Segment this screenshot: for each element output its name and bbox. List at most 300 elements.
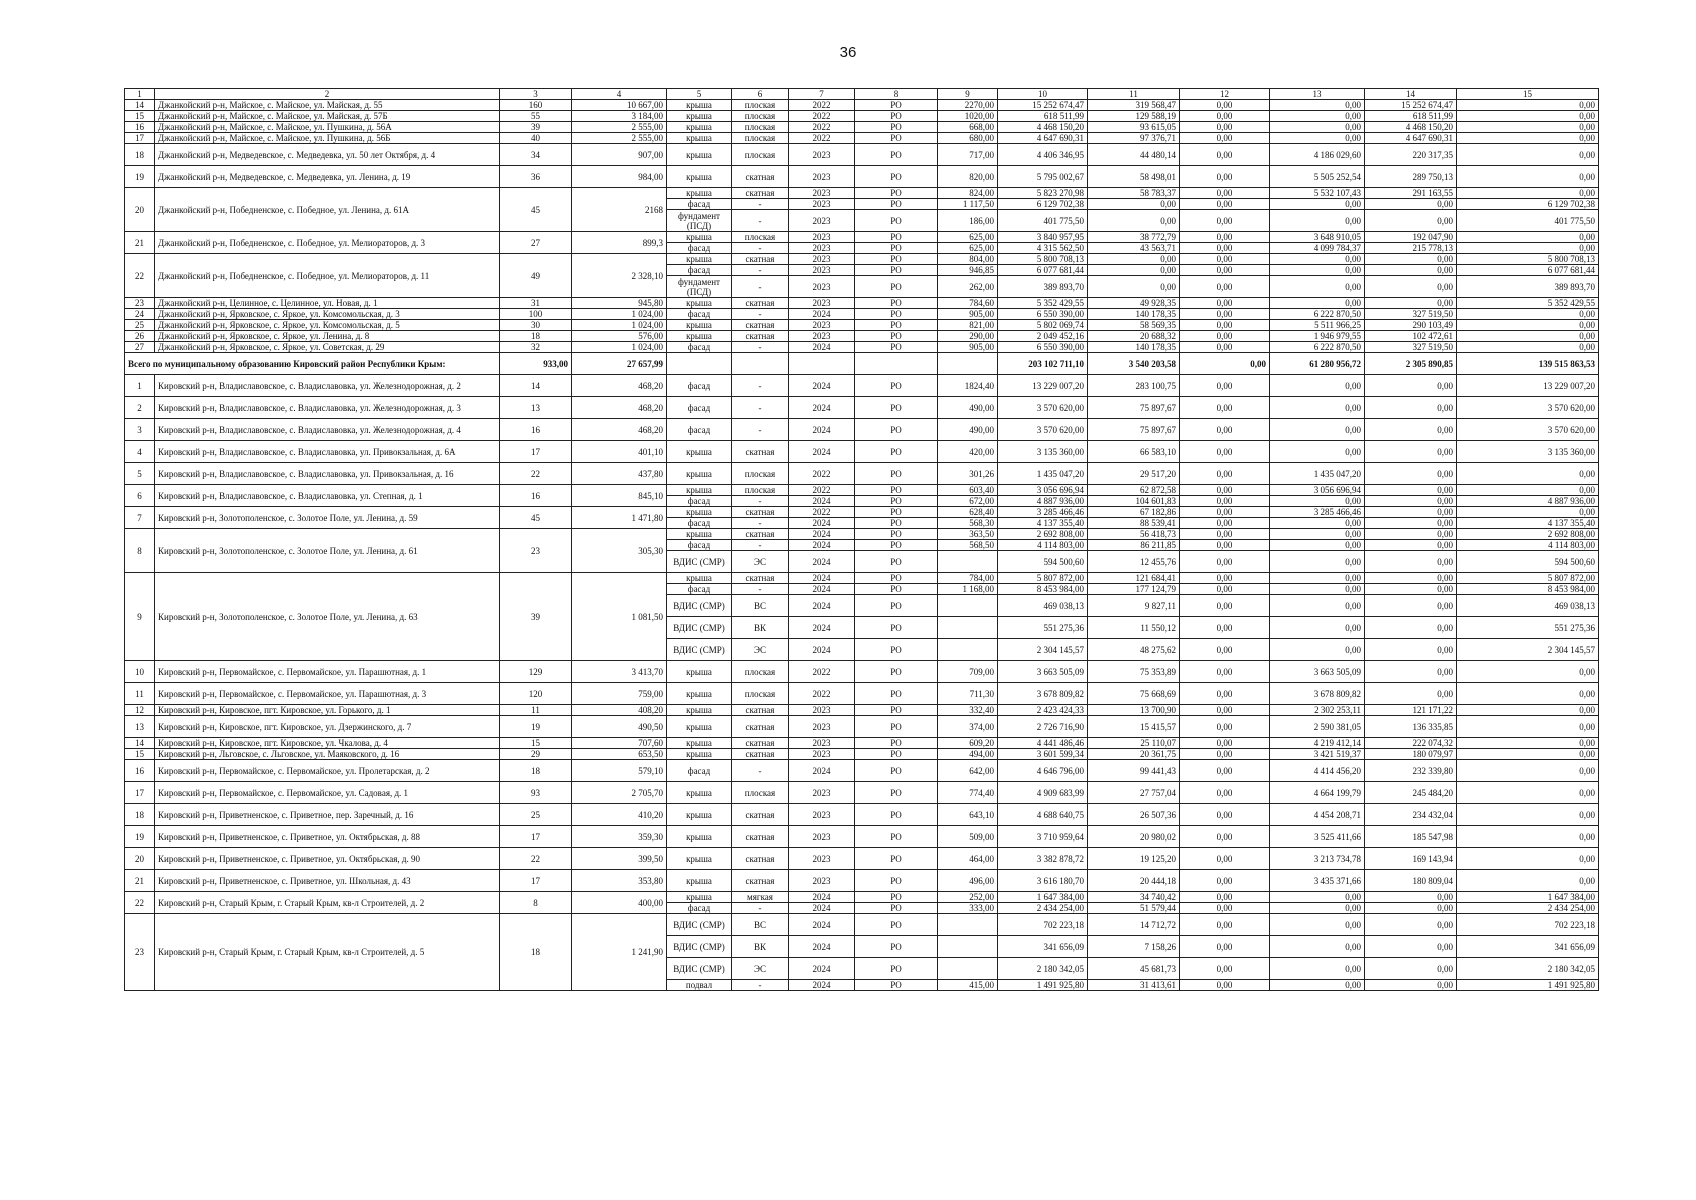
column-header: 10 [998,89,1088,100]
address-cell: Джанкойский р-н, Медведевское, с. Медведевка, ул. Ленина, д. 19 [155,166,500,188]
table-cell: 2 304 145,57 [1457,639,1599,661]
table-cell: 0,00 [1180,980,1270,991]
address-cell: Кировский р-н, Первомайское, с. Первомайское, ул. Садовая, д. 1 [155,782,500,804]
table-cell: 38 772,79 [1088,232,1180,243]
table-cell: РО [855,958,938,980]
table-cell: 36 [500,166,572,188]
table-cell: РО [855,892,938,903]
table-cell: 2024 [789,375,855,397]
table-cell: 401 775,50 [998,210,1088,232]
table-cell: 399,50 [572,848,667,870]
table-cell: 0,00 [1180,529,1270,540]
table-cell: крыша [667,485,732,496]
table-cell: 203 102 711,10 [998,353,1088,375]
table-cell: 23 [125,298,155,309]
table-cell: 707,60 [572,738,667,749]
header-row [125,89,1599,100]
table-cell: ЭС [732,551,789,573]
table-cell: 2024 [789,419,855,441]
table-cell: 0,00 [1180,188,1270,199]
address-cell: Джанкойский р-н, Победненское, с. Победное, ул. Мелиораторов, д. 11 [155,254,500,298]
table-cell: 0,00 [1365,276,1457,298]
table-cell: 100 [500,309,572,320]
address-cell: Джанкойский р-н, Ярковское, с. Яркое, ул. Ленина, д. 8 [155,331,500,342]
table-cell: 3 540 203,58 [1088,353,1180,375]
table-cell: 283 100,75 [1088,375,1180,397]
table-cell: 252,00 [938,892,998,903]
table-cell: 0,00 [1180,826,1270,848]
table-cell: 4 406 346,95 [998,144,1088,166]
table-cell: 0,00 [1457,331,1599,342]
table-cell: 618 511,99 [998,111,1088,122]
table-cell: - [732,265,789,276]
table-cell: РО [855,232,938,243]
table-cell: 603,40 [938,485,998,496]
table-cell: 2023 [789,166,855,188]
address-cell: Джанкойский р-н, Майское, с. Майское, ул. Майская, д. 55 [155,100,500,111]
table-cell: 490,00 [938,397,998,419]
table-cell: крыша [667,122,732,133]
table-cell: 579,10 [572,760,667,782]
address-cell: Кировский р-н, Владиславовское, с. Владиславовка, ул. Степная, д. 1 [155,485,500,507]
table-cell: 3 382 878,72 [998,848,1088,870]
table-cell: скатная [732,331,789,342]
table-cell: РО [855,518,938,529]
table-cell: 2024 [789,529,855,540]
table-cell: 121 684,41 [1088,573,1180,584]
table-cell: 160 [500,100,572,111]
table-cell: РО [855,804,938,826]
table-cell: РО [855,144,938,166]
table-cell [789,353,855,375]
table-cell: 594 500,60 [998,551,1088,573]
table-cell: 6 550 390,00 [998,342,1088,353]
table-cell: 2023 [789,870,855,892]
table-cell: 0,00 [1457,243,1599,254]
table-row [125,573,1599,584]
table-cell: 39 [500,122,572,133]
table-cell: 0,00 [1365,419,1457,441]
table-cell: 410,20 [572,804,667,826]
table-cell: 2 328,10 [572,254,667,298]
table-cell: РО [855,936,938,958]
table-cell: 0,00 [1180,573,1270,584]
table-cell: 99 441,43 [1088,760,1180,782]
table-cell: 18 [500,331,572,342]
table-cell: 3 [125,419,155,441]
table-cell: 0,00 [1180,265,1270,276]
table-cell: 13 229 007,20 [1457,375,1599,397]
table-cell: 1 647 384,00 [998,892,1088,903]
table-cell: РО [855,166,938,188]
table-cell: 6 129 702,38 [1457,199,1599,210]
table-cell: 0,00 [1457,342,1599,353]
row-number-cell: 8 [125,529,155,573]
table-cell: 75 353,89 [1088,661,1180,683]
table-cell: 2024 [789,540,855,551]
column-header: 4 [572,89,667,100]
table-cell [938,595,998,617]
table-cell: 5 532 107,43 [1270,188,1365,199]
table-cell: 4 [125,441,155,463]
table-cell: 4 909 683,99 [998,782,1088,804]
table-cell: плоская [732,485,789,496]
table-cell: 0,00 [1270,122,1365,133]
address-cell: Кировский р-н, Льговское, с. Льговское, ул. Маяковского, д. 16 [155,749,500,760]
table-cell: 220 317,35 [1365,144,1457,166]
table-cell: фасад [667,243,732,254]
table-cell: 609,20 [938,738,998,749]
table-cell [732,353,789,375]
table-cell: 1 946 979,55 [1270,331,1365,342]
table-cell: 0,00 [1365,617,1457,639]
table-cell: 0,00 [1457,870,1599,892]
table-row [125,914,1599,936]
table-cell: 58 498,01 [1088,166,1180,188]
table-cell: 469 038,13 [998,595,1088,617]
table-cell: 2023 [789,848,855,870]
table-cell: 222 074,32 [1365,738,1457,749]
table-cell: РО [855,485,938,496]
column-header: 14 [1365,89,1457,100]
table-cell: 0,00 [1180,639,1270,661]
table-cell: 234 432,04 [1365,804,1457,826]
column-header: 12 [1180,89,1270,100]
capital-repair-table [124,88,1599,991]
table-cell: фасад [667,496,732,507]
table-cell: 804,00 [938,254,998,265]
table-cell: 774,40 [938,782,998,804]
table-cell: 5 511 966,25 [1270,320,1365,331]
table-cell: 0,00 [1365,683,1457,705]
table-row [125,529,1599,540]
table-cell: РО [855,980,938,991]
table-cell: 2023 [789,232,855,243]
table-cell: 93 [500,782,572,804]
table-cell: скатная [732,738,789,749]
column-header: 8 [855,89,938,100]
table-cell: ВК [732,617,789,639]
table-cell: 18 [125,804,155,826]
table-cell: 0,00 [1457,760,1599,782]
table-cell: 353,80 [572,870,667,892]
table-cell: 4 186 029,60 [1270,144,1365,166]
table-cell: 4 114 803,00 [998,540,1088,551]
table-cell: 0,00 [1365,199,1457,210]
table-cell: РО [855,826,938,848]
table-cell: 5 800 708,13 [998,254,1088,265]
table-cell: РО [855,914,938,936]
table-cell: 0,00 [1365,551,1457,573]
table-cell: 2 049 452,16 [998,331,1088,342]
table-cell: 672,00 [938,496,998,507]
table-cell: РО [855,199,938,210]
table-cell: 43 563,71 [1088,243,1180,254]
table-cell: 22 [500,463,572,485]
table-cell: 5 [125,463,155,485]
table-cell: плоская [732,661,789,683]
table-row [125,298,1599,309]
table-cell: 0,00 [1270,100,1365,111]
table-cell [855,353,938,375]
table-cell: 140 178,35 [1088,309,1180,320]
table-cell: 0,00 [1270,375,1365,397]
table-cell: 905,00 [938,309,998,320]
table-cell: 14 [125,738,155,749]
table-cell: 437,80 [572,463,667,485]
table-cell: плоская [732,133,789,144]
table-cell: 232 339,80 [1365,760,1457,782]
table-cell: 680,00 [938,133,998,144]
table-cell: 618 511,99 [1365,111,1457,122]
address-cell: Кировский р-н, Золотополенское, с. Золотое Поле, ул. Ленина, д. 63 [155,573,500,661]
table-cell: 2 [125,397,155,419]
table-cell: 984,00 [572,166,667,188]
table-cell: 2023 [789,243,855,254]
address-cell: Кировский р-н, Приветненское, с. Приветное, ул. Октябрьская, д. 88 [155,826,500,848]
table-cell: 13 229 007,20 [998,375,1088,397]
table-row [125,100,1599,111]
table-cell: 4 887 936,00 [1457,496,1599,507]
table-cell: - [732,397,789,419]
table-row [125,826,1599,848]
table-cell: 2022 [789,122,855,133]
table-cell: 2022 [789,485,855,496]
address-cell: Кировский р-н, Кировское, пгт. Кировское, ул. Горького, д. 1 [155,705,500,716]
table-cell: 0,00 [1270,276,1365,298]
table-cell: 0,00 [1180,298,1270,309]
table-cell: 5 352 429,55 [998,298,1088,309]
table-cell: крыша [667,804,732,826]
table-cell: 5 800 708,13 [1457,254,1599,265]
table-cell: 0,00 [1180,595,1270,617]
table-cell: 15 415,57 [1088,716,1180,738]
table-cell: - [732,243,789,254]
table-cell: 104 601,83 [1088,496,1180,507]
table-cell: 2023 [789,782,855,804]
table-cell: 1 491 925,80 [1457,980,1599,991]
table-cell: 2022 [789,661,855,683]
table-cell: 0,00 [1180,540,1270,551]
table-cell: РО [855,870,938,892]
table-cell: 0,00 [1180,199,1270,210]
table-row [125,716,1599,738]
table-cell: 0,00 [1180,441,1270,463]
table-cell: РО [855,375,938,397]
table-row [125,144,1599,166]
table-cell: РО [855,122,938,133]
table-cell: 56 418,73 [1088,529,1180,540]
table-cell: фасад [667,342,732,353]
table-cell: РО [855,529,938,540]
table-cell: 62 872,58 [1088,485,1180,496]
table-cell: 8 453 984,00 [998,584,1088,595]
table-row [125,122,1599,133]
table-cell: 6 222 870,50 [1270,309,1365,320]
table-cell: 102 472,61 [1365,331,1457,342]
table-cell: РО [855,738,938,749]
table-cell: крыша [667,320,732,331]
address-cell: Джанкойский р-н, Ярковское, с. Яркое, ул. Комсомольская, д. 5 [155,320,500,331]
table-cell: 2024 [789,397,855,419]
table-cell: 45 681,73 [1088,958,1180,980]
table-cell: 2024 [789,309,855,320]
table-cell: 3 135 360,00 [1457,441,1599,463]
table-cell: скатная [732,529,789,540]
table-cell: РО [855,661,938,683]
table-cell: 2023 [789,826,855,848]
table-cell: 3 840 957,95 [998,232,1088,243]
table-cell: 3 570 620,00 [1457,419,1599,441]
table-cell: 4 219 412,14 [1270,738,1365,749]
table-cell: 4 414 456,20 [1270,760,1365,782]
table-cell: 6 129 702,38 [998,199,1088,210]
table-cell: 0,00 [1457,782,1599,804]
table-cell: РО [855,342,938,353]
table-cell: - [732,375,789,397]
table-cell: 0,00 [1270,980,1365,991]
table-cell: крыша [667,705,732,716]
table-cell: 27 [125,342,155,353]
address-cell: Кировский р-н, Владиславовское, с. Владиславовка, ул. Железнодорожная, д. 3 [155,397,500,419]
table-cell: скатная [732,716,789,738]
table-cell: 0,00 [1365,540,1457,551]
table-cell: 25 [500,804,572,826]
table-cell: 0,00 [1088,254,1180,265]
table-cell: 215 778,13 [1365,243,1457,254]
table-cell: 1 [125,375,155,397]
table-cell: 169 143,94 [1365,848,1457,870]
table-cell: 341 656,09 [998,936,1088,958]
table-cell: 0,00 [1180,166,1270,188]
table-cell: 0,00 [1180,804,1270,826]
table-cell: 2023 [789,716,855,738]
table-cell: 0,00 [1270,595,1365,617]
table-cell: РО [855,309,938,320]
table-cell: 494,00 [938,749,998,760]
table-cell: 0,00 [1457,716,1599,738]
table-cell: 20 688,32 [1088,331,1180,342]
table-cell: 5 807 872,00 [998,573,1088,584]
table-cell: скатная [732,166,789,188]
table-cell: ЭС [732,958,789,980]
table-cell: 0,00 [1270,639,1365,661]
table-cell: 19 [125,826,155,848]
table-cell: 0,00 [1457,738,1599,749]
table-cell: 2024 [789,342,855,353]
table-cell: 2023 [789,749,855,760]
table-cell: 2 590 381,05 [1270,716,1365,738]
table-cell: 4 454 208,71 [1270,804,1365,826]
table-row [125,683,1599,705]
table-cell: 2024 [789,958,855,980]
table-cell: 0,00 [1180,254,1270,265]
table-cell: 327 519,50 [1365,342,1457,353]
table-cell: 0,00 [1270,529,1365,540]
table-cell: 2 423 424,33 [998,705,1088,716]
table-cell: фасад [667,265,732,276]
table-cell: 2022 [789,133,855,144]
table-cell: 824,00 [938,188,998,199]
table-cell: плоская [732,782,789,804]
table-cell: РО [855,298,938,309]
address-cell: Кировский р-н, Владиславовское, с. Владиславовка, ул. Привокзальная, д. 6А [155,441,500,463]
table-cell: 0,00 [1457,826,1599,848]
table-cell: 0,00 [1180,232,1270,243]
table-cell: 2024 [789,760,855,782]
table-cell: 0,00 [1180,738,1270,749]
table-cell: 1 024,00 [572,320,667,331]
table-cell: 2023 [789,804,855,826]
table-cell: 0,00 [1365,463,1457,485]
table-cell: 0,00 [1270,254,1365,265]
table-cell: 0,00 [1457,507,1599,518]
table-cell: ВДИС (СМР) [667,639,732,661]
table-cell: 0,00 [1088,210,1180,232]
table-cell: - [732,276,789,298]
table-cell: 301,26 [938,463,998,485]
table-cell: 93 615,05 [1088,122,1180,133]
address-cell: Джанкойский р-н, Майское, с. Майское, ул. Майская, д. 57Б [155,111,500,122]
table-cell: 0,00 [1180,353,1270,375]
table-cell: 139 515 863,53 [1457,353,1599,375]
table-cell: 140 178,35 [1088,342,1180,353]
table-cell: 0,00 [1180,903,1270,914]
table-cell: 29 517,20 [1088,463,1180,485]
table-cell: 4 315 562,50 [998,243,1088,254]
table-cell: скатная [732,298,789,309]
table-cell: 496,00 [938,870,998,892]
table-cell: 5 802 069,74 [998,320,1088,331]
table-cell: РО [855,254,938,265]
table-cell: 709,00 [938,661,998,683]
table-cell: РО [855,276,938,298]
row-number-cell: 22 [125,254,155,298]
table-cell: 13 [500,397,572,419]
table-cell: 32 [500,342,572,353]
table-cell: 0,00 [1457,683,1599,705]
table-cell: 0,00 [1365,595,1457,617]
table-cell: 0,00 [1180,584,1270,595]
table-cell: крыша [667,331,732,342]
table-cell: 3 570 620,00 [998,397,1088,419]
table-cell: 15 252 674,47 [1365,100,1457,111]
address-cell: Джанкойский р-н, Майское, с. Майское, ул. Пушкина, д. 56А [155,122,500,133]
table-row [125,760,1599,782]
table-cell: 0,00 [1180,507,1270,518]
table-cell: РО [855,243,938,254]
table-cell: РО [855,133,938,144]
table-cell: 0,00 [1457,309,1599,320]
table-cell: 12 [125,705,155,716]
table-cell: крыша [667,441,732,463]
table-body [125,89,1599,991]
table-cell: 1 647 384,00 [1457,892,1599,903]
table-cell: фасад [667,375,732,397]
table-cell: 18 [500,760,572,782]
table-cell: 0,00 [1457,144,1599,166]
table-cell: 4 137 355,40 [1457,518,1599,529]
table-row [125,419,1599,441]
table-cell: 49 [500,254,572,298]
table-cell: 8 [500,892,572,914]
table-cell: скатная [732,573,789,584]
table-cell: 0,00 [1365,496,1457,507]
table-cell: 653,50 [572,749,667,760]
table-cell [938,936,998,958]
table-cell: 39 [500,573,572,661]
table-cell: крыша [667,188,732,199]
